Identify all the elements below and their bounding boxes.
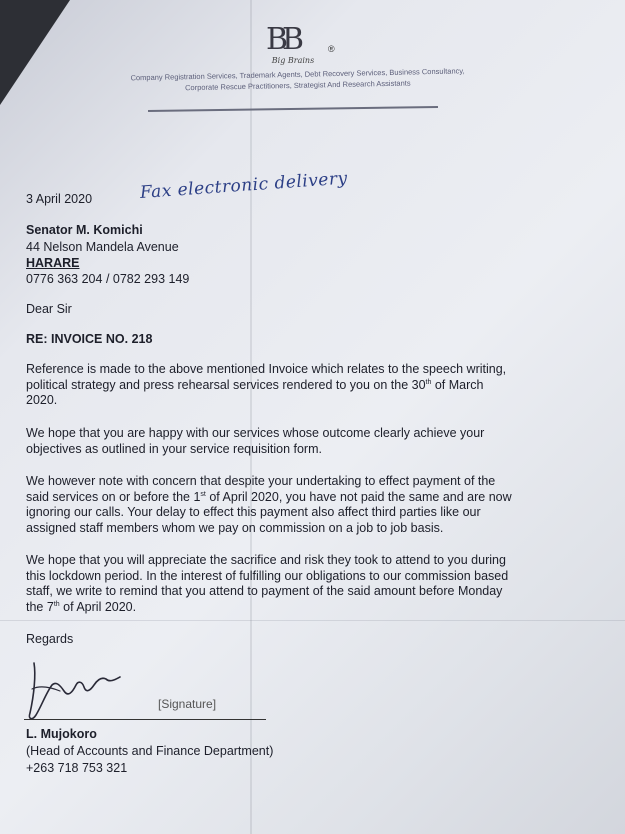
services-line: Corporate Rescue Practitioners, Strategist And Research Assistants [184,78,411,93]
letterhead-divider [148,106,438,112]
recipient-name: Senator M. Komichi [26,223,143,237]
paragraph-line: We hope that you will appreciate the sacrifice and risk they took to attend to you during [26,553,506,567]
signature-line [24,719,266,720]
paragraph-line: Reference is made to the above mentioned Invoice which relates to the speech writing, [26,362,507,376]
signer-name: L. Mujokoro [26,727,97,741]
paragraph-line: the 7th of April 2020. [26,599,137,614]
handwritten-signature [20,655,140,725]
paragraph-line: We hope that you are happy with our services whose outcome clearly achieve your [26,426,485,440]
signer-title: (Head of Accounts and Finance Department) [26,744,274,758]
paragraph-4 [26,553,508,615]
handwritten-note: Fax electronic delivery [139,168,349,203]
salutation: Dear Sir [26,302,72,316]
paragraph-line: ignoring our calls. Your delay to effect this payment also affect third parties like our [26,505,481,519]
paragraph-line: 2020. [26,393,58,407]
paragraph-2 [26,426,484,457]
company-logo [262,22,352,74]
paragraph-line: said services on or before the 1st of April 2020, you have not paid the same and are now [26,489,512,504]
letterhead-services [100,65,495,95]
paragraph-line: staff, we write to remind that you attend to payment of the said amount before Monday [26,584,503,598]
services-line: Company Registration Services, Trademark Agents, Debt Recovery Services, Business Consultancy, [130,66,465,83]
paragraph-line: objectives as outlined in your service requisition form. [26,441,322,456]
signer-phone: +263 718 753 321 [26,761,128,775]
closing: Regards [26,632,74,646]
paragraph-line: political strategy and press rehearsal services rendered to you on the 30th of March [26,377,484,392]
paper-fold [0,620,625,621]
paragraph-line: this lockdown period. In the interest of fulfilling our obligations to our commission based [26,568,509,583]
recipient-address: 44 Nelson Mandela Avenue [26,240,179,254]
paper-fold [250,0,252,834]
subject-line: RE: INVOICE NO. 218 [26,332,153,346]
paragraph-1 [26,362,506,409]
paragraph-line: assigned staff members whom we pay on commission on a job to job basis. [26,520,444,535]
paragraph-line: We however note with concern that despite your undertaking to effect payment of the [26,474,496,488]
recipient-phone: 0776 363 204 / 0782 293 149 [26,272,190,286]
logo-tagline: Big Brains [271,56,315,65]
recipient-city: HARARE [26,256,80,270]
registered-mark: ® [328,44,335,54]
page-corner-shadow [0,0,70,105]
letter-date: 3 April 2020 [26,192,93,206]
signature-placeholder: [Signature] [158,697,217,711]
logo-letters: BB [266,22,299,57]
paragraph-3 [26,474,512,536]
